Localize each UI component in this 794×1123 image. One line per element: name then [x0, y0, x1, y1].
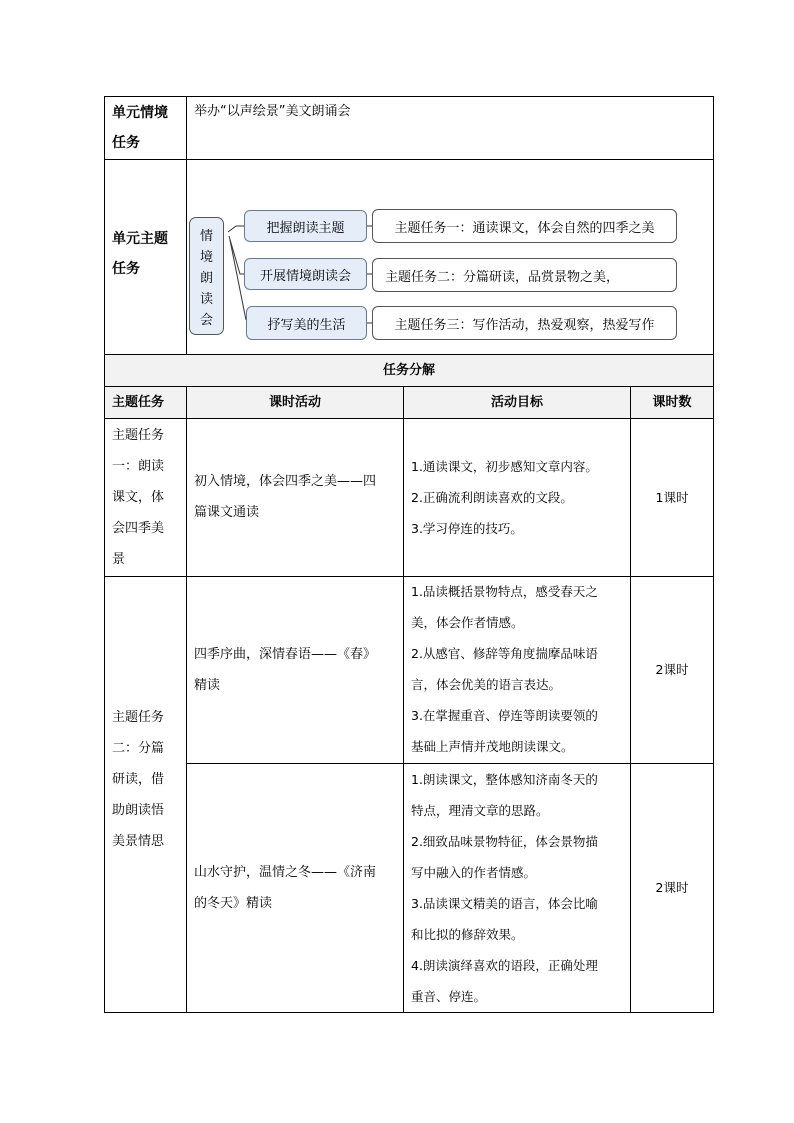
table-rule [403, 386, 404, 1013]
row3-activity: 山水守护，温情之冬——《济南 的冬天》精读 [194, 865, 377, 911]
task-decomposition-title: 任务分解 [382, 363, 435, 378]
column-header-goal: 活动目标 [490, 395, 543, 410]
column-header-activity: 课时活动 [268, 395, 321, 410]
row2-activity: 四季序曲，深情春语——《春》 精读 [194, 647, 377, 693]
branch-box-2: 开展情境朗读会 [244, 258, 367, 290]
row1-goals: 1.通读课文，初步感知文章内容。 2.正确流利朗读喜欢的文段。 3.学习停连的技巧。 [411, 459, 598, 536]
row1-theme-task: 主题任务 一：朗读 课文，体 会四季美 景 [112, 428, 165, 567]
row2-theme-task: 主题任务 二：分篇 研读，借 助朗读悟 美景情思 [112, 710, 165, 849]
table-rule [104, 576, 714, 577]
situation-task-value: 举办“以声绘景”美文朗诵会 [194, 104, 351, 119]
table-rule [630, 386, 631, 1013]
branch-box-3: 抒写美的生活 [246, 306, 367, 340]
theme-task-label: 单元主题任务 [112, 231, 168, 277]
diagram-connectors [0, 0, 794, 400]
row1-hours: 1课时 [655, 490, 689, 505]
task-box-2: 主题任务二：分篇研读，品赏景物之美， [372, 258, 677, 292]
situation-task-label: 单元情境任务 [112, 105, 168, 151]
task-box-1: 主题任务一：通读课文，体会自然的四季之美 [372, 209, 677, 243]
table-rule [104, 1012, 714, 1013]
row3-hours: 2课时 [655, 880, 689, 895]
row2-goals: 1.品读概括景物特点，感受春天之 美，体会作者情感。 2.从感官、修辞等角度揣摩品味语 言，体会优美的语言表达。 3.在掌握重音、停连等朗读要领的 基础上声情并茂地朗读课文。 [411, 584, 598, 754]
row3-goals: 1.朗读课文，整体感知济南冬天的 特点，理清文章的思路。 2.细致品味景物特征，体会景物描 写中融入的作者情感。 3.品读课文精美的语言，体会比喻 和比拟的修辞效果。 4.朗读演绎喜欢的语段，正确处理 重音、停连。 [411, 772, 598, 1004]
row2-hours: 2课时 [655, 662, 689, 677]
column-header-hours: 课时数 [652, 395, 692, 410]
column-header-theme-task: 主题任务 [112, 395, 165, 410]
task-box-3: 主题任务三：写作活动，热爱观察，热爱写作 [372, 306, 677, 340]
branch-box-1: 把握朗读主题 [244, 210, 367, 242]
situation-reading-box: 情 境 朗 读 会 [189, 217, 224, 335]
table-rule [186, 386, 187, 1013]
row1-activity: 初入情境，体会四季之美——四 篇课文通读 [194, 474, 377, 520]
